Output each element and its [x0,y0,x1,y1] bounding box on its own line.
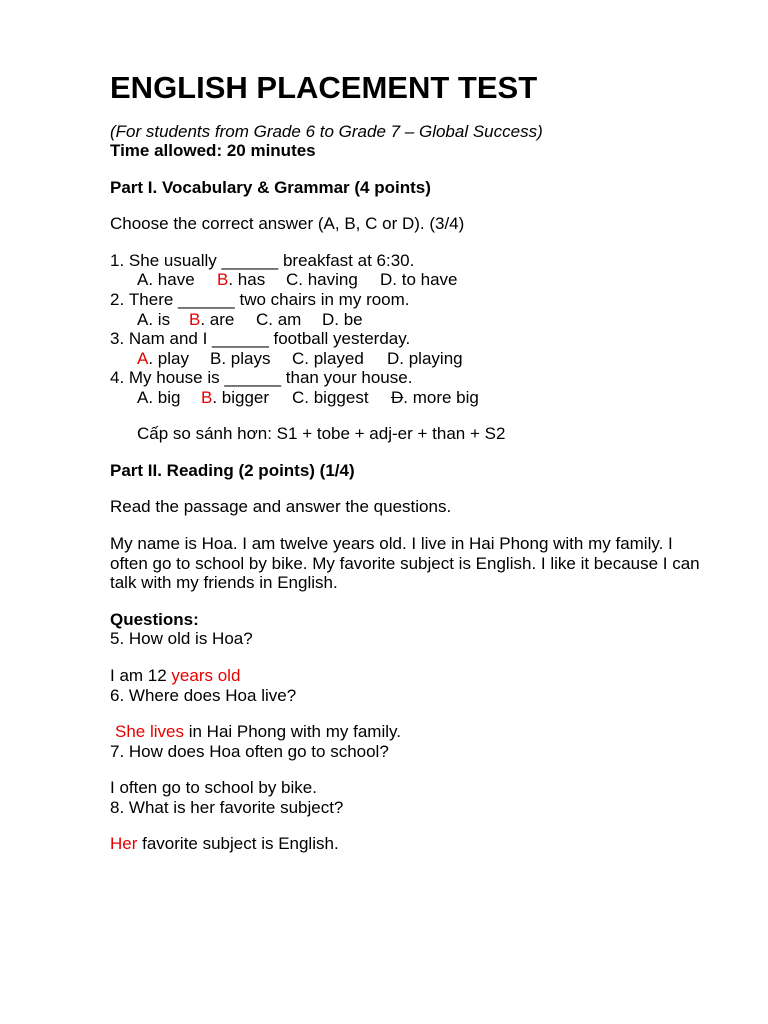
question-5: 5. How old is Hoa? [110,629,253,648]
part1-instruction: Choose the correct answer (A, B, C or D). (3/4) [110,214,465,233]
part2-heading: Part II. Reading (2 points) (1/4) [110,461,355,480]
option-c: C. biggest [292,388,369,407]
part1-heading: Part I. Vocabulary & Grammar (4 points) [110,178,431,197]
answer-5: I am 12 years old [110,666,241,685]
question-3-options [137,349,463,369]
option-c: C. am [256,310,302,329]
option-c: C. having [286,270,358,289]
answer-8: Her favorite subject is English. [110,834,339,853]
option-b-selected: B. bigger [201,388,270,407]
option-b: B. plays [210,349,271,368]
grammar-note: Cấp so sánh hơn: S1 + tobe + adj-er + than + S2 [137,424,506,443]
question-1-options [137,270,458,290]
answer-7: I often go to school by bike. [110,778,317,797]
option-b-selected: B. are [189,310,235,329]
option-d: D. to have [380,270,458,289]
question-2-stem: 2. There ______ two chairs in my room. [110,290,410,309]
answer-8-highlight: Her [110,834,138,853]
answer-5-highlight: years old [171,666,241,685]
question-6: 6. Where does Hoa live? [110,686,297,705]
option-a-selected: A. play [137,349,189,368]
question-3-stem: 3. Nam and I ______ football yesterday. [110,329,411,348]
subtitle: (For students from Grade 6 to Grade 7 – Global Success) [110,122,543,141]
option-c: C. played [292,349,364,368]
question-7: 7. How does Hoa often go to school? [110,742,389,761]
option-b-selected: B. has [217,270,266,289]
option-d: D. playing [387,349,463,368]
question-2-options [137,310,363,330]
questions-label: Questions: [110,610,199,629]
part2-instruction: Read the passage and answer the questions. [110,497,452,516]
question-4-stem: 4. My house is ______ than your house. [110,368,413,387]
option-d: D. be [322,310,363,329]
answer-6-highlight: She lives [115,722,184,741]
option-d-crossed: D. more big [391,388,479,407]
answer-6: She lives in Hai Phong with my family. [115,722,401,741]
option-a: A. is [137,310,171,329]
page-title: ENGLISH PLACEMENT TEST [110,70,538,105]
question-4-options [137,388,479,408]
question-1-stem: 1. She usually ______ breakfast at 6:30. [110,251,415,270]
reading-passage: My name is Hoa. I am twelve years old. I live in Hai Phong with my family. I often go to school by bike. My favorite subject is English. I like it because I can talk with my friends in English. [110,534,700,592]
option-a: A. big [137,388,181,407]
option-a: A. have [137,270,195,289]
time-allowed: Time allowed: 20 minutes [110,141,316,160]
question-8: 8. What is her favorite subject? [110,798,344,817]
